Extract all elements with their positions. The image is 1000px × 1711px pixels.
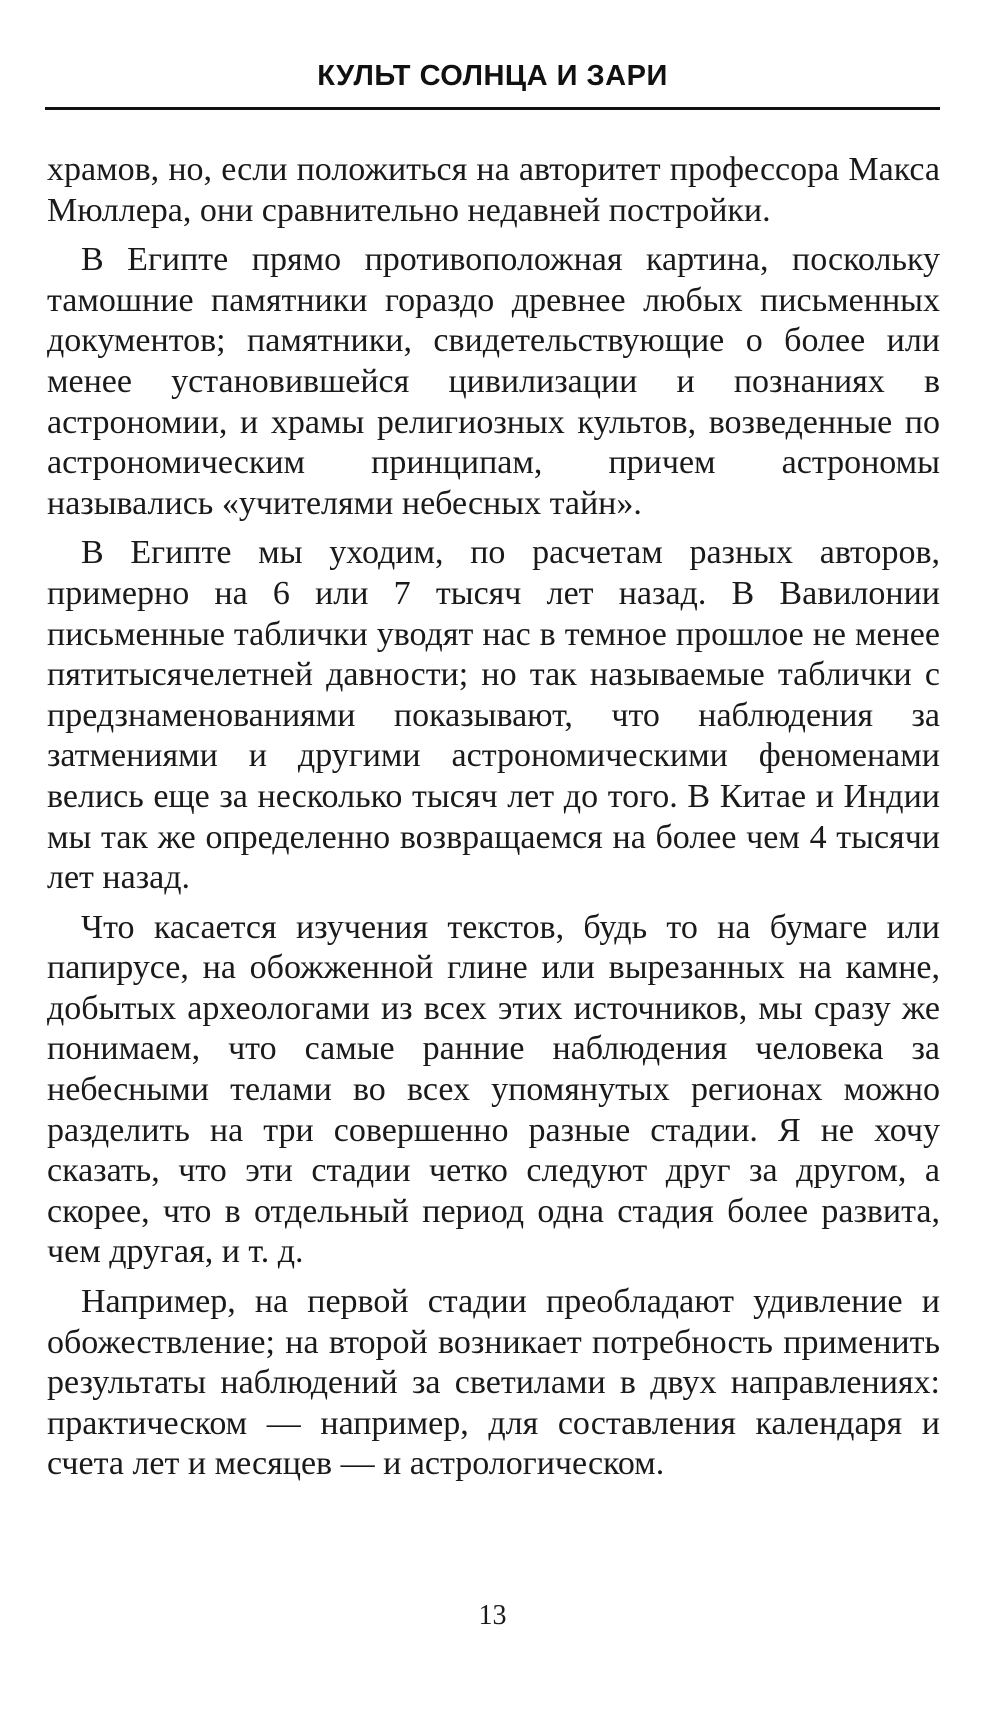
paragraph: Что касается изучения текстов, будь то на бумаге или папирусе, на обожженной глине или вырезанных на камне, добытых археологами из всех этих источников, мы сразу же понимаем, что самые ранние наблюдения человека за небесными телами во всех упомянутых регионах можно разделить на три совершенно разные стадии. Я не хочу сказать, что эти стадии четко следуют друг за другом, а скорее, что в отдельный период одна стадия более развита, чем другая, и т. д. <box>47 908 940 1271</box>
paragraph: Например, на первой стадии преобладают удивление и обожествление; на второй возникает потребность применить результаты наблюдений за светилами в двух направлениях: практическом — например, для составления календаря и счета лет и месяцев — и астрологическом. <box>47 1283 940 1483</box>
paragraph: храмов, но, если положиться на авторитет профессора Макса Мюллера, они сравнительно недавней постройки. <box>47 151 940 229</box>
page-number: 13 <box>478 1600 507 1631</box>
paragraph: В Египте прямо противоположная картина, поскольку тамошние памятники гораздо древнее любых письменных документов; памятники, свидетельствующие о более или менее установившейся цивилизации и познаниях в астрономии, и храмы религиозных культов, возведенные по астрономическим принципам, причем астрономы назывались «учителями небесных тайн». <box>47 241 940 522</box>
body-text <box>47 150 940 1494</box>
running-title: КУЛЬТ СОЛНЦА И ЗАРИ <box>317 60 668 92</box>
paragraph: В Египте мы уходим, по расчетам разных авторов, примерно на 6 или 7 тысяч лет назад. В Вавилонии письменные таблички уводят нас в темное прошлое не менее пятитысячелетней давности; но так называемые таблички с предзнаменованиями показывают, что наблюдения за затмениями и другими астрономическими феноменами велись еще за несколько тысяч лет до того. В Китае и Индии мы так же определенно возвращаемся на более чем 4 тысячи лет назад. <box>47 534 940 897</box>
header-rule <box>45 107 940 110</box>
